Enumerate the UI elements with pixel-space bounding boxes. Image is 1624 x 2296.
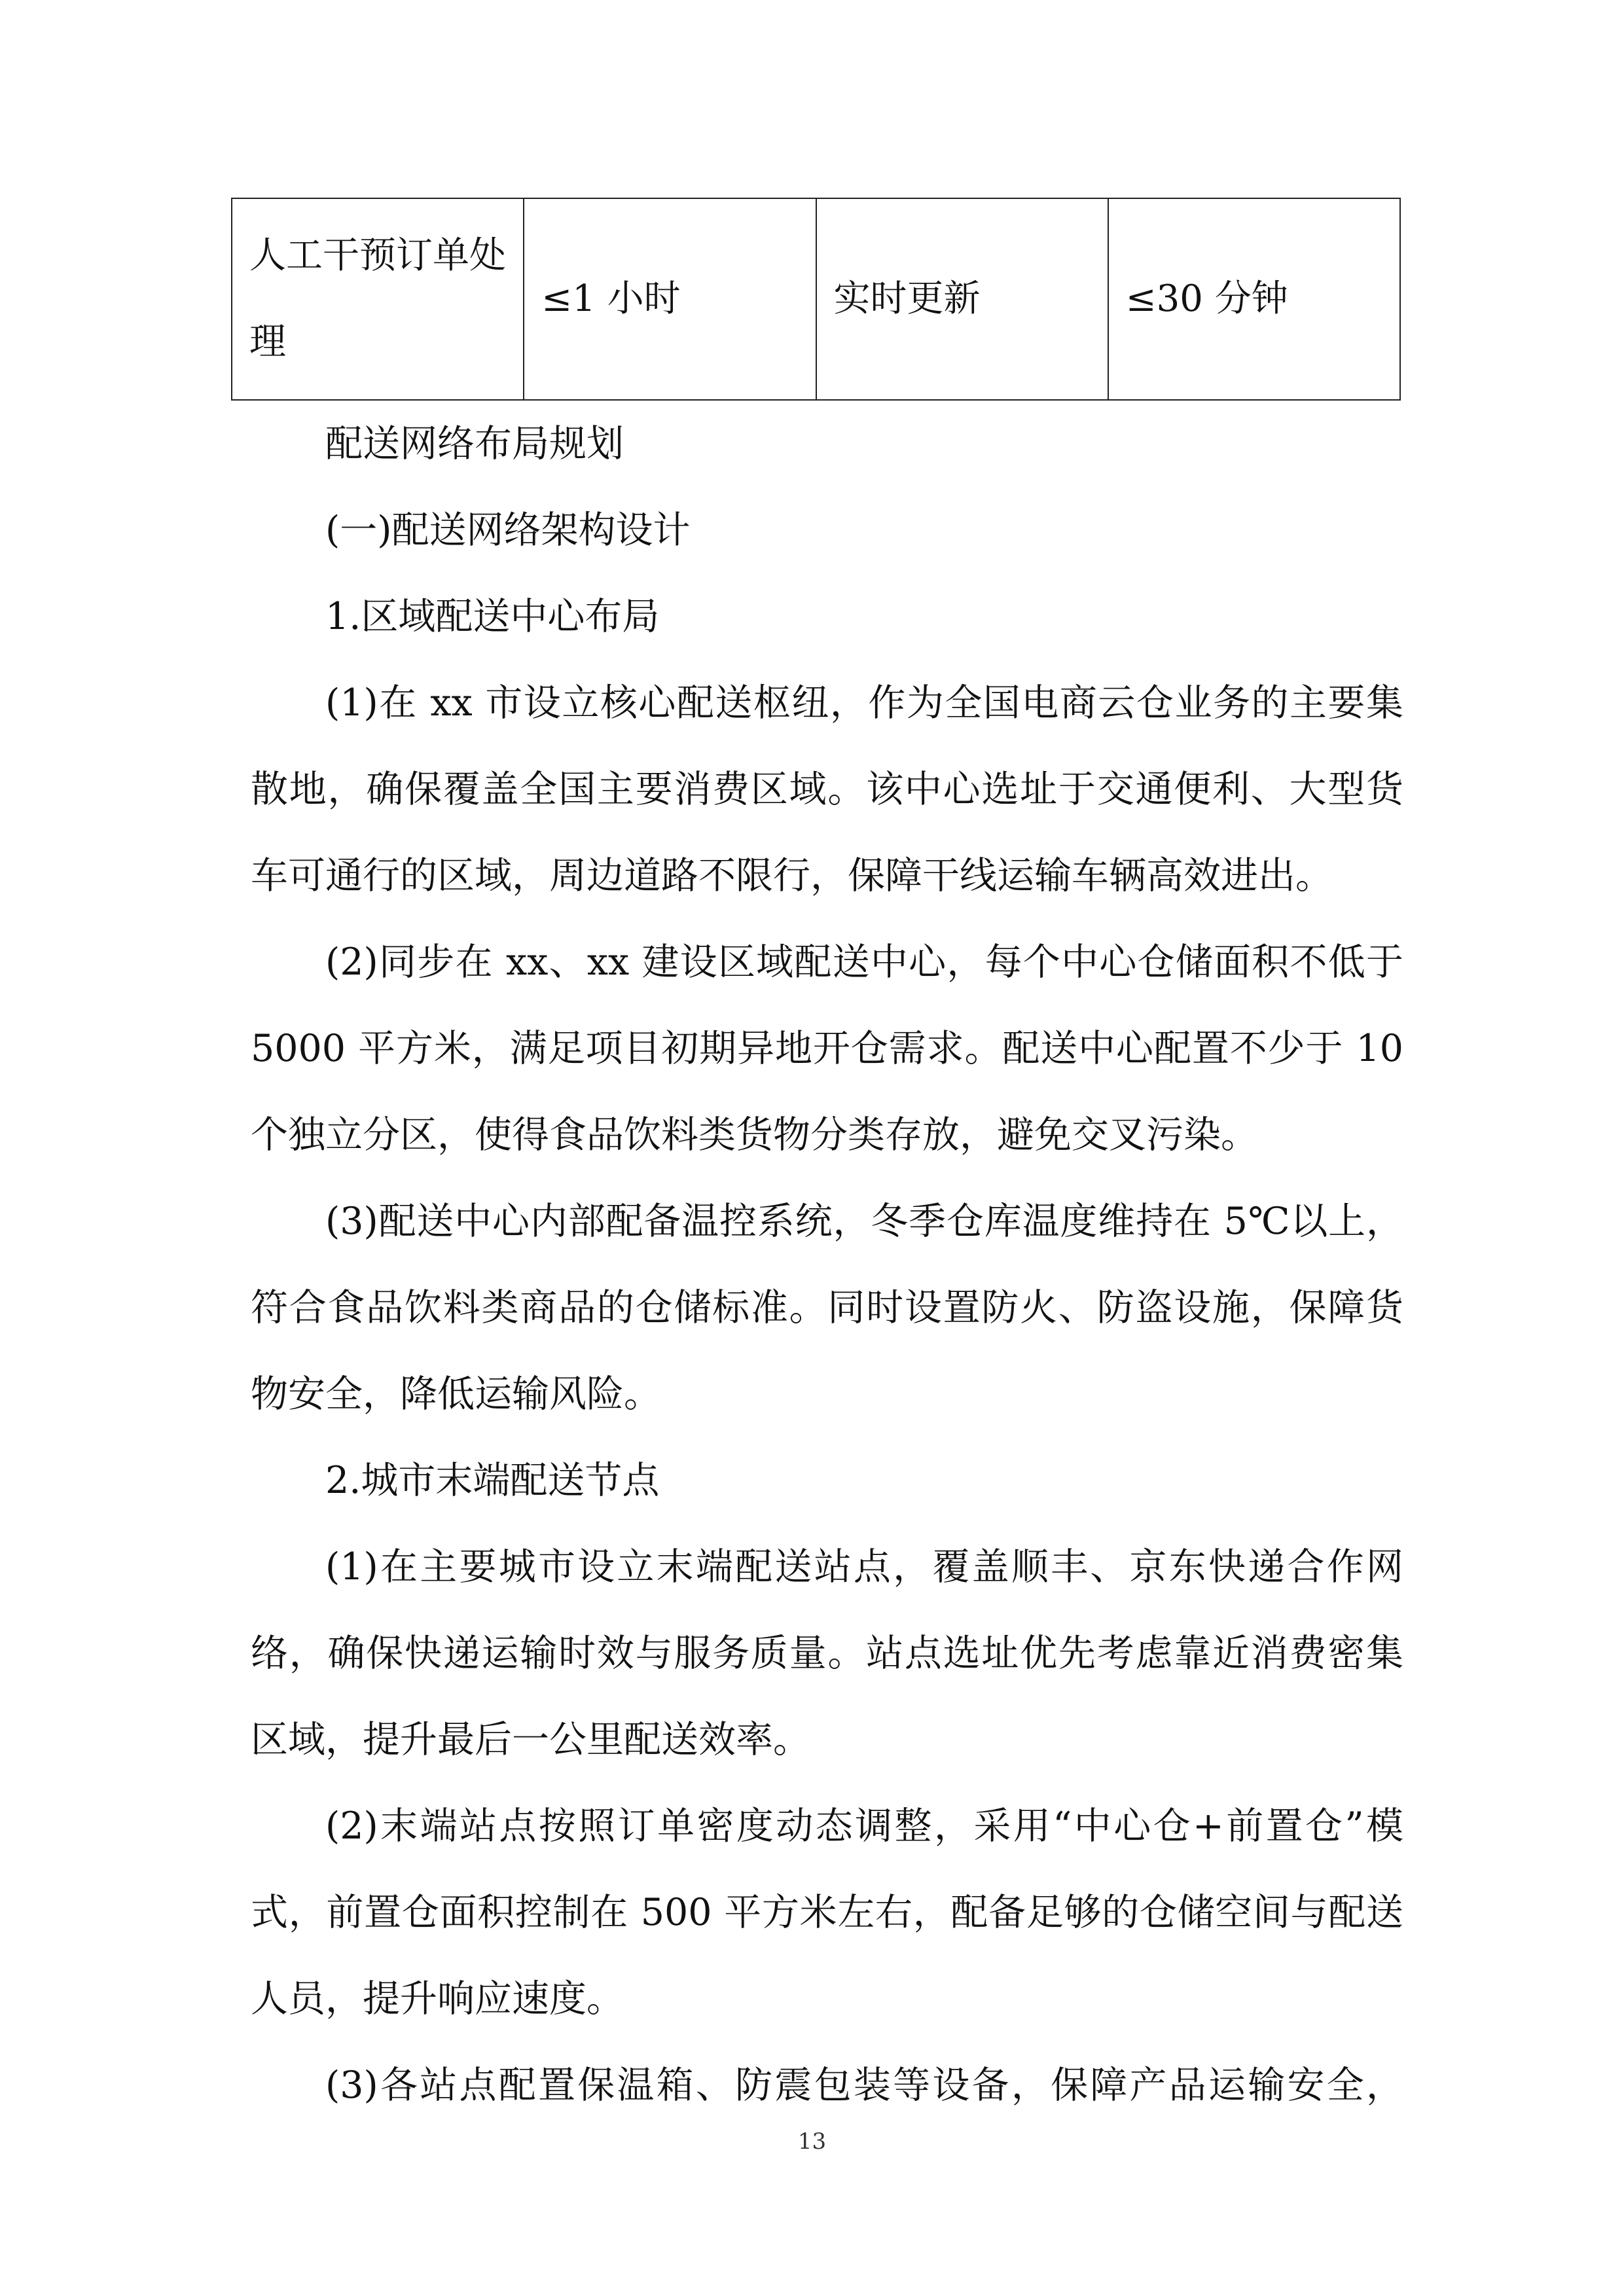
paragraph-line: 物安全，降低运输风险。 xyxy=(251,1372,661,1416)
table-cell: 人工干预订单处理 xyxy=(232,198,524,400)
table-cell: 实时更新 xyxy=(816,198,1108,400)
page-number: 13 xyxy=(797,2128,827,2155)
paragraph-line: (1)在 xx 市设立核心配送枢纽，作为全国电商云仓业务的主要集 xyxy=(325,681,1403,725)
sla-table xyxy=(231,198,1401,401)
paragraph-line: 散地，确保覆盖全国主要消费区域。该中心选址于交通便利、大型货 xyxy=(251,768,1403,811)
paragraph-line: (3)配送中心内部配备温控系统，冬季仓库温度维持在 5℃以上， xyxy=(325,1200,1403,1243)
paragraph-line: 络，确保快递运输时效与服务质量。站点选址优先考虑靠近消费密集 xyxy=(251,1632,1403,1675)
paragraph-line: (1)在主要城市设立末端配送站点，覆盖顺丰、京东快递合作网 xyxy=(325,1545,1403,1588)
item-heading: 2.城市末端配送节点 xyxy=(325,1459,660,1502)
paragraph-line: 人员，提升响应速度。 xyxy=(251,1977,624,2020)
paragraph-line: 式，前置仓面积控制在 500 平方米左右，配备足够的仓储空间与配送 xyxy=(251,1891,1403,1934)
paragraph-line: 符合食品饮料类商品的仓储标准。同时设置防火、防盗设施，保障货 xyxy=(251,1286,1403,1329)
section-heading: 配送网络布局规划 xyxy=(325,422,624,465)
paragraph-line: (2)末端站点按照订单密度动态调整，采用“中心仓+前置仓”模 xyxy=(325,1804,1403,1848)
paragraph-line: (3)各站点配置保温箱、防震包装等设备，保障产品运输安全， xyxy=(325,2064,1403,2107)
table-cell: ≤1 小时 xyxy=(524,198,816,400)
table-row xyxy=(232,198,1400,400)
paragraph-line: (2)同步在 xx、xx 建设区域配送中心，每个中心仓储面积不低于 xyxy=(325,941,1403,984)
paragraph-line: 个独立分区，使得食品饮料类货物分类存放，避免交叉污染。 xyxy=(251,1113,1258,1157)
subsection-heading: (一)配送网络架构设计 xyxy=(325,509,691,552)
paragraph-line: 5000 平方米，满足项目初期异地开仓需求。配送中心配置不少于 10 xyxy=(251,1027,1403,1070)
paragraph-line: 车可通行的区域，周边道路不限行，保障干线运输车辆高效进出。 xyxy=(251,854,1333,897)
paragraph-line: 区域，提升最后一公里配送效率。 xyxy=(251,1718,810,1761)
table-cell: ≤30 分钟 xyxy=(1108,198,1400,400)
item-heading: 1.区域配送中心布局 xyxy=(325,595,660,638)
